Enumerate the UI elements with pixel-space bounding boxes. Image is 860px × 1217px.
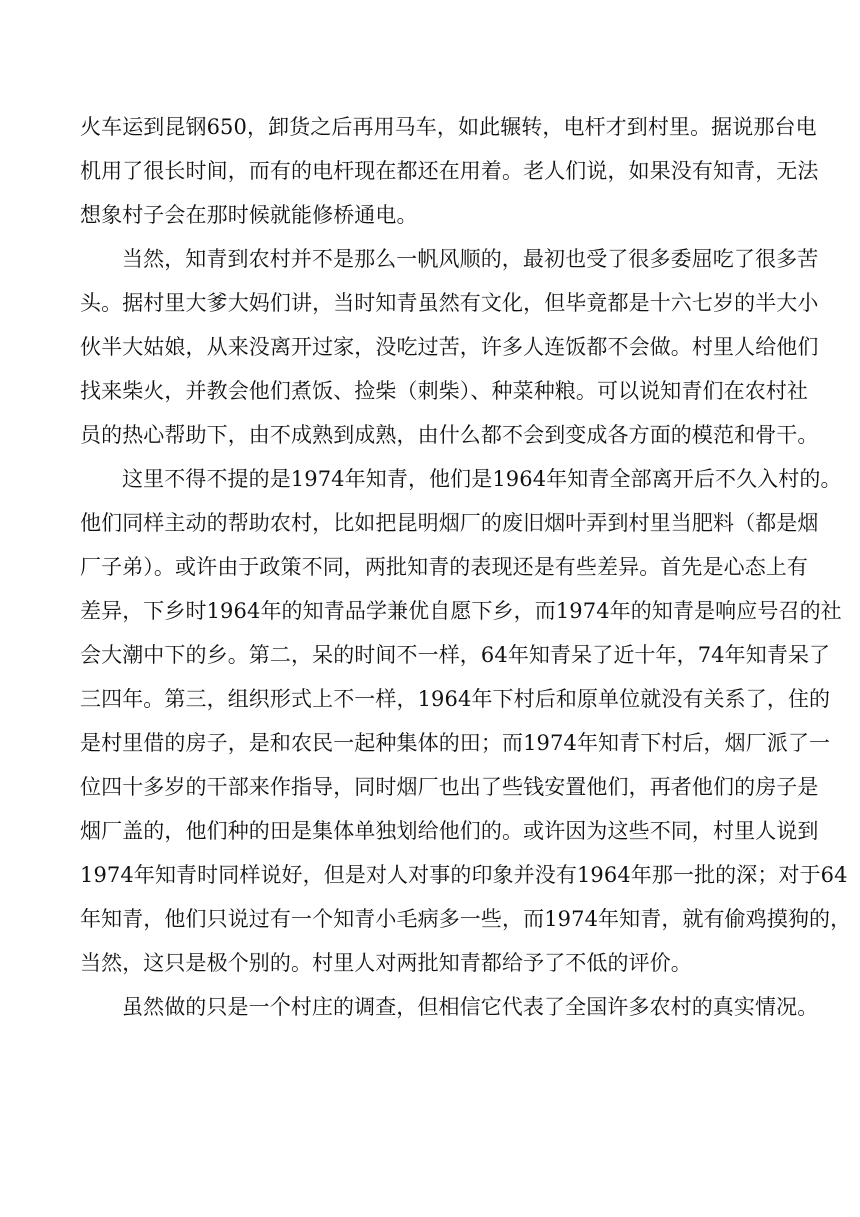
paragraph-first-line: 虽然做的只是一个村庄的调查，但相信它代表了全国许多农村的真实情况。	[122, 995, 819, 1019]
text-line: 找来柴火，并教会他们煮饭、捡柴（刺柴）、种菜种粮。可以说知青们在农村社	[80, 379, 808, 403]
text-line: 员的热心帮助下，由不成熟到成熟，由什么都不会到变成各方面的模范和骨干。	[80, 423, 819, 447]
text-line: 是村里借的房子，是和农民一起种集体的田；而1974年知青下村后，烟厂派了一	[80, 731, 831, 755]
text-line: 会大潮中下的乡。第二，呆的时间不一样，64年知青呆了近十年，74年知青呆了	[80, 643, 831, 667]
text-line: 年知青，他们只说过有一个知青小毛病多一些，而1974年知青，就有偷鸡摸狗的，	[80, 907, 852, 931]
text-line: 想象村子会在那时候就能修桥通电。	[80, 203, 418, 227]
text-line: 他们同样主动的帮助农村，比如把昆明烟厂的废旧烟叶弄到村里当肥料（都是烟	[80, 511, 819, 535]
text-line: 烟厂盖的，他们种的田是集体单独划给他们的。或许因为这些不同，村里人说到	[80, 819, 819, 843]
paragraph-first-line: 当然，知青到农村并不是那么一帆风顺的，最初也受了很多委屈吃了很多苦	[122, 247, 819, 271]
text-line: 差异，下乡时1964年的知青品学兼优自愿下乡，而1974年的知青是响应号召的社	[80, 599, 842, 623]
document-page	[80, 105, 852, 1029]
text-line: 厂子弟）。或许由于政策不同，两批知青的表现还是有些差异。首先是心态上有	[80, 555, 808, 579]
text-line: 火车运到昆钢650，卸货之后再用马车，如此辗转，电杆才到村里。据说那台电	[80, 115, 817, 139]
text-line: 头。据村里大爹大妈们讲，当时知青虽然有文化，但毕竟都是十六七岁的半大小	[80, 291, 819, 315]
text-line: 三四年。第三，组织形式上不一样，1964年下村后和原单位就没有关系了，住的	[80, 687, 831, 711]
text-line: 伙半大姑娘，从来没离开过家，没吃过苦，许多人连饭都不会做。村里人给他们	[80, 335, 819, 359]
text-line: 位四十多岁的干部来作指导，同时烟厂也出了些钱安置他们，再者他们的房子是	[80, 775, 819, 799]
text-line: 1974年知青时同样说好，但是对人对事的印象并没有1964年那一批的深；对于64	[80, 863, 848, 887]
paragraph-first-line: 这里不得不提的是1974年知青，他们是1964年知青全部离开后不久入村的。	[122, 467, 842, 491]
text-line: 机用了很长时间，而有的电杆现在都还在用着。老人们说，如果没有知青，无法	[80, 159, 819, 183]
text-line: 当然，这只是极个别的。村里人对两批知青都给予了不低的评价。	[80, 951, 692, 975]
